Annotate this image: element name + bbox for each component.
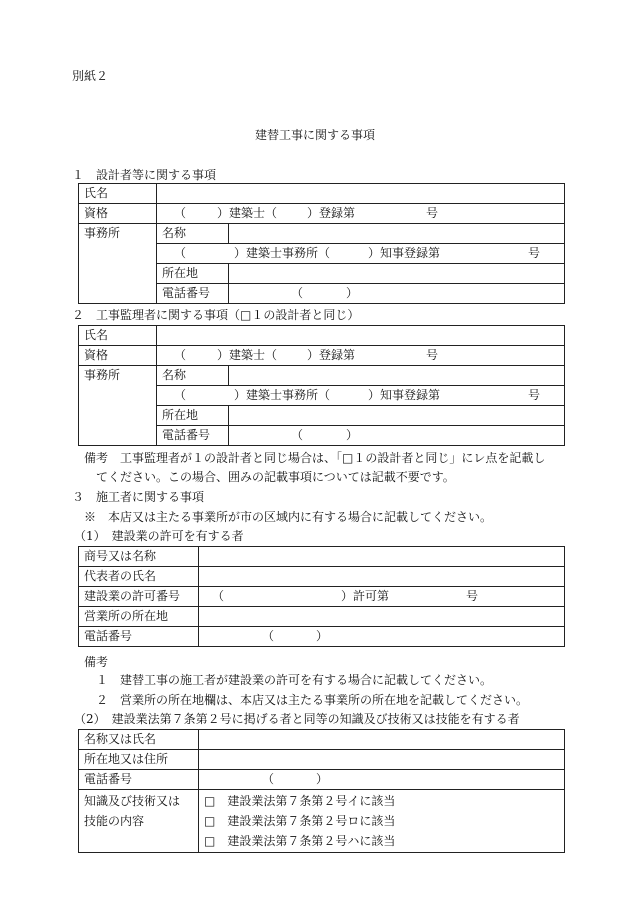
qual-open-paren: （: [174, 206, 187, 220]
qual-kenchikushi-text: ）建築士（: [217, 348, 278, 362]
phone-open-paren: （: [291, 428, 304, 442]
trade-name-field[interactable]: [199, 547, 565, 567]
section3-heading: ３ 施工者に関する事項: [72, 490, 205, 504]
supervisor-office-registration-field[interactable]: [157, 386, 565, 406]
section3-asterisk-note: ※ 本店又は主たる事業所が市の区域内に有する場合に記載してください。: [84, 510, 493, 524]
qual-kenchikushi-text: ）建築士（: [217, 206, 278, 220]
equiv-phone-field[interactable]: [199, 770, 565, 790]
office-go-text: 号: [528, 246, 541, 260]
remark-2: ２ 営業所の所在地欄は、本店又は主たる事業所の所在地を記載してください。: [96, 693, 529, 707]
knowledge-label-line2: 技能の内容: [84, 814, 145, 828]
sub2-heading: （2） 建設業法第７条第２号に掲げる者と同等の知識及び技術又は技能を有する者: [74, 712, 520, 726]
permit-go-text: 号: [466, 589, 479, 603]
phone-close-paren: ）: [346, 286, 359, 300]
attachment-label: 別紙２: [72, 69, 109, 83]
remarks-title: 備考: [84, 655, 109, 669]
designer-address-label: 所在地: [157, 264, 229, 284]
option-i-checkbox[interactable]: □ 建設業法第７条第２号イに該当: [204, 794, 396, 808]
section2-note-line1: 備考 工事監理者が１の設計者と同じ場合は、「□１の設計者と同じ」にレ点を記載し: [84, 451, 546, 465]
permit-label: 建設業の許可番号: [79, 587, 199, 607]
designer-phone-field[interactable]: [229, 284, 565, 304]
designer-office-name-field[interactable]: [229, 224, 565, 244]
option-ha-checkbox[interactable]: □ 建設業法第７条第２号ハに該当: [204, 834, 396, 848]
qual-toroku-text: ）登録第: [307, 348, 356, 362]
supervisor-table: [78, 325, 565, 446]
contractor-phone-label: 電話番号: [79, 627, 199, 647]
office-go-text: 号: [528, 388, 541, 402]
supervisor-qual-field[interactable]: [157, 346, 565, 366]
phone-open-paren: （: [262, 629, 275, 643]
knowledge-options: [199, 790, 565, 853]
office-kenchikushi-text: ）建築士事務所（: [234, 388, 331, 402]
designer-qual-field[interactable]: [157, 204, 565, 224]
designer-office-name-label: 名称: [157, 224, 229, 244]
equiv-address-field[interactable]: [199, 750, 565, 770]
qual-go-text: 号: [426, 348, 439, 362]
licensed-contractor-table: [78, 546, 565, 647]
trade-name-label: 商号又は名称: [79, 547, 199, 567]
phone-close-paren: ）: [316, 629, 329, 643]
section2-heading: ２ 工事監理者に関する事項（□１の設計者と同じ）: [72, 308, 360, 322]
supervisor-address-label: 所在地: [157, 406, 229, 426]
section2-note-line2: てください。この場合、囲みの記載事項については記載不要です。: [96, 470, 455, 484]
designer-qual-label: 資格: [79, 204, 157, 224]
office-chiji-text: ）知事登録第: [368, 388, 441, 402]
office-address-field[interactable]: [199, 607, 565, 627]
equiv-name-field[interactable]: [199, 730, 565, 750]
equivalent-contractor-table: [78, 729, 565, 853]
knowledge-label: [79, 790, 199, 853]
designer-name-label: 氏名: [79, 184, 157, 204]
supervisor-qual-label: 資格: [79, 346, 157, 366]
supervisor-office-label: 事務所: [79, 366, 157, 446]
phone-close-paren: ）: [346, 428, 359, 442]
document-title: 建替工事に関する事項: [254, 128, 375, 142]
supervisor-office-name-label: 名称: [157, 366, 229, 386]
equiv-phone-label: 電話番号: [79, 770, 199, 790]
supervisor-phone-label: 電話番号: [157, 426, 229, 446]
permit-close-text: ）許可第: [341, 589, 390, 603]
phone-close-paren: ）: [316, 772, 329, 786]
designer-office-registration-field[interactable]: [157, 244, 565, 264]
office-open-paren: （: [174, 246, 187, 260]
designer-name-field[interactable]: [157, 184, 565, 204]
supervisor-phone-field[interactable]: [229, 426, 565, 446]
designer-address-field[interactable]: [229, 264, 565, 284]
qual-open-paren: （: [174, 348, 187, 362]
contractor-phone-field[interactable]: [199, 627, 565, 647]
permit-open-paren: （: [212, 589, 225, 603]
option-ro-checkbox[interactable]: □ 建設業法第７条第２号ロに該当: [204, 814, 396, 828]
permit-field[interactable]: [199, 587, 565, 607]
designer-phone-label: 電話番号: [157, 284, 229, 304]
equiv-address-label: 所在地又は住所: [79, 750, 199, 770]
supervisor-address-field[interactable]: [229, 406, 565, 426]
supervisor-name-field[interactable]: [157, 326, 565, 346]
qual-toroku-text: ）登録第: [307, 206, 356, 220]
equiv-name-label: 名称又は氏名: [79, 730, 199, 750]
rep-name-field[interactable]: [199, 567, 565, 587]
office-open-paren: （: [174, 388, 187, 402]
rep-name-label: 代表者の氏名: [79, 567, 199, 587]
office-chiji-text: ）知事登録第: [368, 246, 441, 260]
designer-table: [78, 183, 565, 304]
supervisor-name-label: 氏名: [79, 326, 157, 346]
qual-go-text: 号: [426, 206, 439, 220]
supervisor-office-name-field[interactable]: [229, 366, 565, 386]
knowledge-label-line1: 知識及び技術又は: [84, 794, 181, 808]
section1-heading: １ 設計者等に関する事項: [72, 168, 217, 182]
phone-open-paren: （: [262, 772, 275, 786]
sub1-heading: （1） 建設業の許可を有する者: [74, 529, 244, 543]
remark-1: １ 建替工事の施工者が建設業の許可を有する場合に記載してください。: [96, 673, 493, 687]
office-address-label: 営業所の所在地: [79, 607, 199, 627]
designer-office-label: 事務所: [79, 224, 157, 304]
phone-open-paren: （: [291, 286, 304, 300]
office-kenchikushi-text: ）建築士事務所（: [234, 246, 331, 260]
